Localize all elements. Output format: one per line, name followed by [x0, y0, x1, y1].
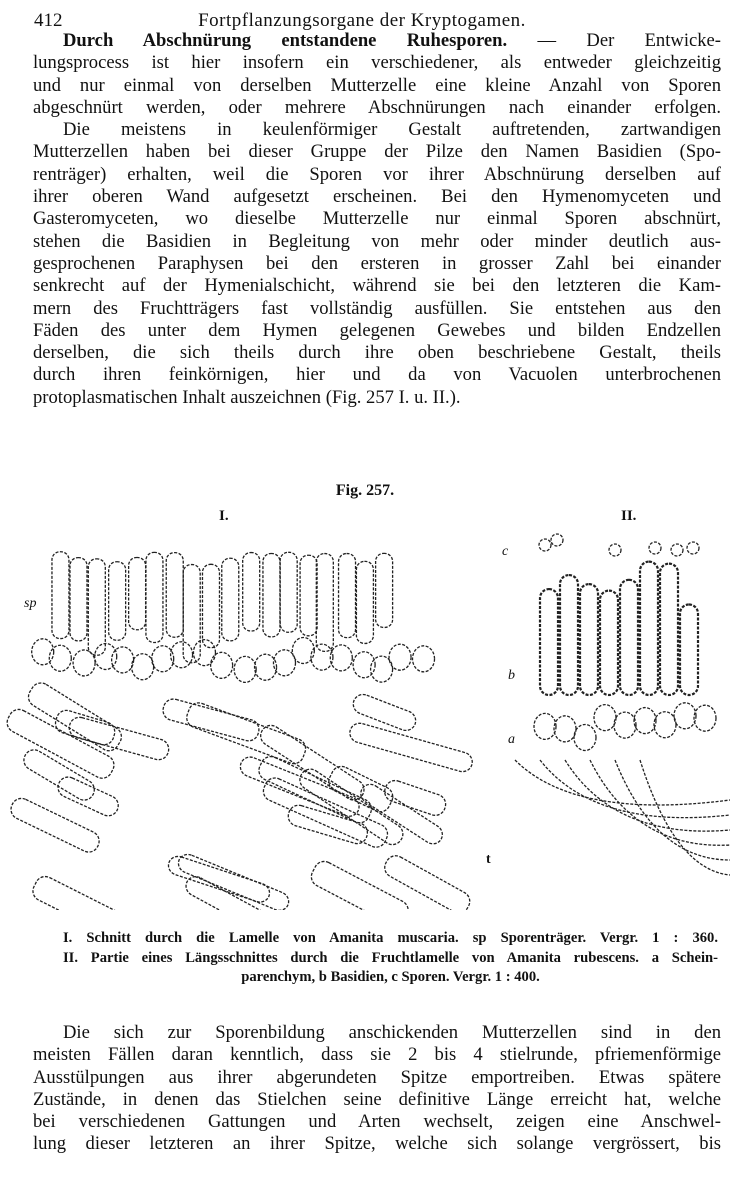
- subhymenial-cell: [32, 639, 54, 665]
- basidium-cell: [129, 557, 146, 629]
- text-line: Durch Abschnürung entstandene Ruhesporen. — Der Entwicke-: [63, 30, 721, 51]
- panel-1-label: I.: [219, 508, 229, 524]
- spore: [551, 534, 563, 546]
- hypha-cell: [55, 774, 122, 819]
- subhymenial-cell: [152, 646, 174, 672]
- hypha-cell: [237, 754, 362, 819]
- hypha-cell: [296, 765, 407, 848]
- basidium-cell: [680, 604, 698, 695]
- hypha-cell: [308, 858, 412, 910]
- spore: [539, 539, 551, 551]
- paragraph-ruhesporen: [33, 30, 721, 409]
- hypha-cell: [30, 873, 127, 910]
- text-line: protoplasmatischen Inhalt auszeichnen (Fig. 257 I. u. II.).: [33, 386, 461, 408]
- text-line: ihrer oberen Wand aufgesetzt erscheinen. Bei den Hymenomyceten und: [33, 186, 721, 208]
- basidium-cell: [166, 553, 183, 638]
- subhymenial-cell: [330, 645, 352, 671]
- pseudoparenchyma-cell: [614, 712, 636, 738]
- basidium-cell: [52, 552, 69, 639]
- pseudoparenchyma-cell: [534, 713, 556, 739]
- basidium-cell: [540, 589, 558, 695]
- text-line: mern des Fruchtträgers fast vollständig ausfüllen. Sie entstehen aus den: [33, 297, 721, 319]
- text-line: gesprochenen Paraphysen bei den ersteren in grosser Zahl bei einander: [33, 252, 721, 274]
- pseudoparenchyma-cell: [674, 703, 696, 729]
- text-line: renträger) erhalten, weil die Sporen vor ihrer Abschnürung derselben auf: [33, 163, 721, 185]
- hypha-cell: [348, 721, 475, 774]
- hypha-line: [565, 760, 730, 831]
- basidium-cell: [620, 580, 638, 695]
- hypha-cell: [67, 715, 171, 762]
- subhymenial-cell: [389, 644, 411, 670]
- subhymenial-cell: [73, 650, 95, 676]
- hypha-cell: [20, 746, 98, 804]
- pseudoparenchyma-cell: [694, 705, 716, 731]
- subhymenial-cell: [292, 637, 314, 663]
- hypha-cell: [381, 852, 473, 910]
- text-line: und nur einmal von derselben Mutterzelle eine kleine Anzahl von Sporen: [33, 74, 721, 96]
- text-line: abgeschnürt werden, oder mehrere Abschnürungen nach einander erfolgen.: [33, 96, 721, 118]
- hypha-cell: [166, 854, 272, 905]
- text-line: Mutterzellen haben bei dieser Gruppe der Pilze den Namen Basidien (Spo-: [33, 141, 721, 163]
- spore: [609, 544, 621, 556]
- label-a: a: [508, 732, 515, 747]
- basidium-cell: [300, 555, 317, 636]
- hypha-cell: [8, 795, 103, 855]
- caption-line: I. Schnitt durch die Lamelle von Amanita muscaria. sp Sporenträger. Vergr. 1 : 360.: [63, 930, 718, 946]
- hypha-line: [540, 760, 730, 818]
- text-line: Die meistens in keulenförmiger Gestalt auftretenden, zartwandigen: [63, 119, 721, 141]
- text-line: durch ihren feinkörnigen, hier und da von Vacuolen unterbrochenen: [33, 364, 721, 386]
- pseudoparenchyma-cell: [554, 716, 576, 742]
- text-line: meisten Fällen daran kenntlich, dass sie 2 bis 4 stielrunde, pfriemenförmige: [33, 1044, 721, 1066]
- basidium-cell: [640, 562, 658, 695]
- subhymenial-cell: [413, 646, 435, 672]
- paragraph-sporenbildung: [33, 1022, 721, 1156]
- hypha-cell: [183, 873, 291, 910]
- label-sp: sp: [24, 596, 37, 611]
- text-line: Ausstülpungen aus ihrer abgerundeten Spitze emportreiben. Etwas spätere: [33, 1066, 721, 1088]
- basidium-cell: [376, 553, 393, 627]
- label-c: c: [502, 544, 509, 559]
- hypha-line: [640, 760, 730, 875]
- basidium-cell: [263, 553, 280, 636]
- basidium-cell: [146, 552, 163, 642]
- subhymenial-cell: [112, 647, 134, 673]
- figure-caption: [63, 929, 718, 988]
- hypha-cell: [257, 722, 368, 804]
- spore: [687, 542, 699, 554]
- text-line: Zustände, in denen das Stielchen seine definitive Länge erreicht hat, welche: [33, 1088, 721, 1110]
- pseudoparenchyma-cell: [634, 708, 656, 734]
- text-line: Die sich zur Sporenbildung anschickenden Mutterzellen sind in den: [63, 1022, 721, 1043]
- spore: [649, 542, 661, 554]
- subhymenial-cell: [211, 652, 233, 678]
- basidium-cell: [222, 558, 239, 641]
- basidium-cell: [109, 562, 126, 641]
- basidium-cell: [316, 554, 333, 652]
- subhymenial-cell: [132, 654, 154, 680]
- text-line: lungsprocess ist hier insofern ein verschiedener, als entweder gleichzeitig: [33, 52, 721, 74]
- basidium-cell: [560, 575, 578, 695]
- figure-illustration-2: [495, 520, 730, 885]
- text-line: Gasteromyceten, wo dieselbe Mutterzelle nur einmal Sporen abschnürt,: [33, 208, 721, 230]
- text-line: lung dieser letzteren an ihrer Spitze, welche sich solange vergrössert, bis: [33, 1133, 721, 1155]
- hypha-line: [515, 760, 730, 805]
- text-line: Fäden des unter dem Hymen gelegenen Gewebes und bilden Endzellen: [33, 319, 721, 341]
- pseudoparenchyma-cell: [574, 725, 596, 751]
- subhymenial-cell: [171, 642, 193, 668]
- pseudoparenchyma-cell: [654, 712, 676, 738]
- section-heading: Durch Abschnürung entstandene Ruhesporen.: [63, 30, 508, 51]
- spore: [671, 544, 683, 556]
- pseudoparenchyma-cell: [594, 705, 616, 731]
- basidium-cell: [202, 564, 219, 647]
- basidium-cell: [600, 591, 618, 695]
- basidium-cell: [280, 552, 297, 632]
- figure-illustration-1: [0, 535, 490, 910]
- subhymenial-cell: [311, 644, 333, 670]
- hypha-cell: [256, 753, 375, 826]
- text-line: derselben, die sich theils durch ihre oben beschriebene Gestalt, theils: [33, 342, 721, 364]
- caption-line: parenchym, b Basidien, c Sporen. Vergr. 1 : 400.: [241, 969, 540, 985]
- basidium-cell: [660, 564, 678, 695]
- figure-title: Fig. 257.: [335, 482, 395, 499]
- basidium-cell: [580, 584, 598, 695]
- basidium-cell: [88, 559, 105, 655]
- basidium-cell: [243, 553, 260, 631]
- subhymenial-cell: [95, 643, 117, 669]
- label-b: b: [508, 668, 515, 683]
- hypha-cell: [184, 700, 309, 766]
- caption-line: II. Partie eines Längsschnittes durch die Fruchtlamelle von Amanita rubescens. a Schein-: [63, 949, 718, 966]
- text-line: senkrecht auf der Hymenialschicht, während sie bei den letzteren die Kam-: [33, 275, 721, 297]
- panel-2-label: II.: [621, 508, 637, 524]
- basidium-cell: [339, 554, 356, 638]
- label-t: t: [486, 852, 491, 867]
- text-line: stehen die Basidien in Begleitung von mehr oder minder deutlich aus-: [33, 230, 721, 252]
- basidium-cell: [70, 558, 87, 641]
- subhymenial-cell: [255, 654, 277, 680]
- page-number: 412: [34, 10, 63, 31]
- basidium-cell: [356, 561, 373, 643]
- hypha-cell: [53, 708, 117, 747]
- running-title: Fortpflanzungsorgane der Kryptogamen.: [198, 10, 526, 31]
- text-line: bei verschiedenen Gattungen und Arten wechselt, zeigen eine Anschwel-: [33, 1111, 721, 1133]
- subhymenial-cell: [234, 656, 256, 682]
- subhymenial-cell: [193, 640, 215, 666]
- hypha-cell: [350, 692, 418, 734]
